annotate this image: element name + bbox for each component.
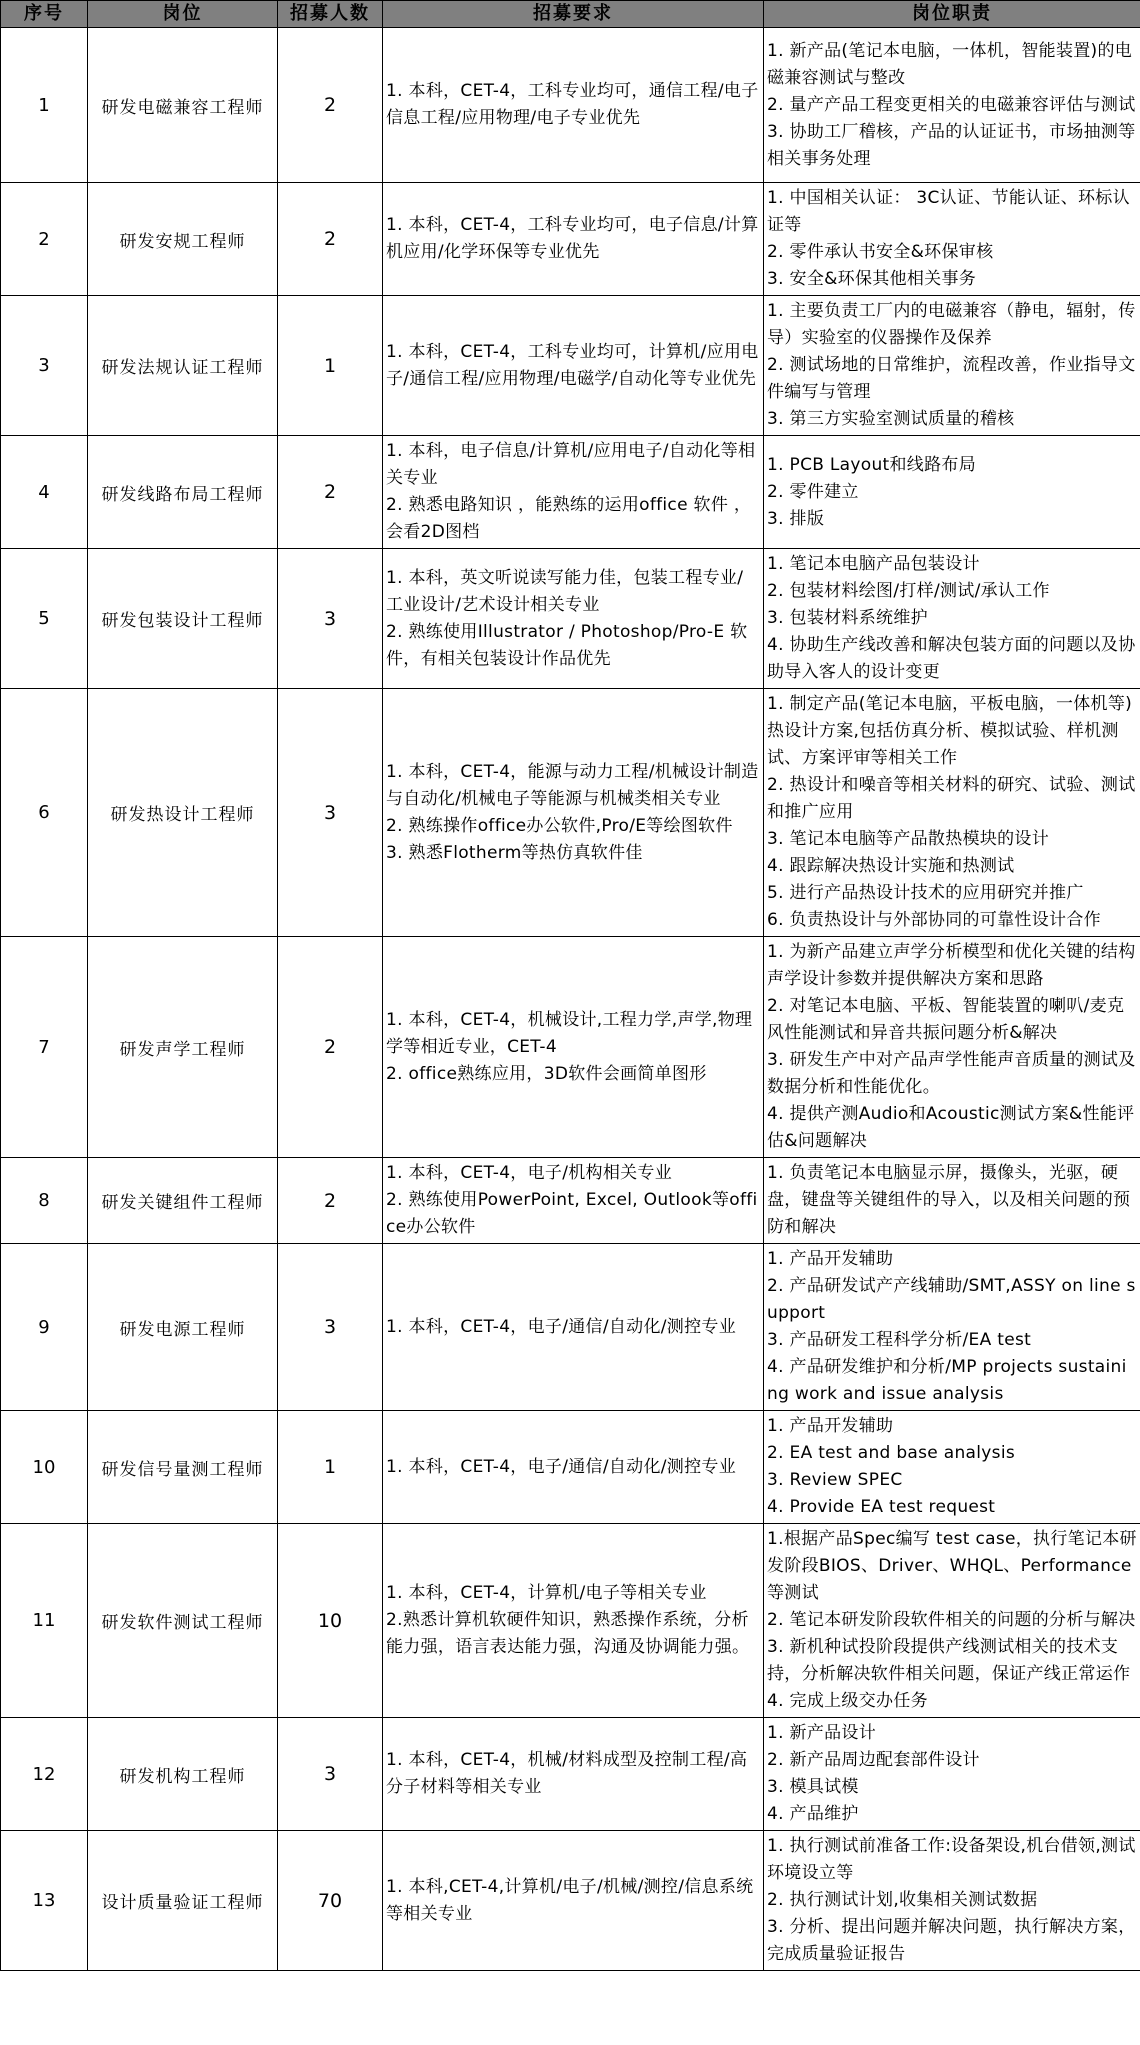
duties-cell: [764, 436, 1140, 549]
duty-item: 2. 量产产品工程变更相关的电磁兼容评估与测试: [767, 94, 1136, 115]
position-title: 研发包装设计工程师: [88, 549, 278, 689]
position-title: 研发电磁兼容工程师: [88, 28, 278, 183]
requirement-item: 1. 本科,CET-4,计算机/电子/机械/测控/信息系统等相关专业: [386, 1876, 754, 1924]
position-title: 研发线路布局工程师: [88, 436, 278, 549]
row-number: 6: [1, 689, 88, 937]
requirements-cell: [383, 549, 764, 689]
duty-item: 3. 协助工厂稽核，产品的认证证书，市场抽测等相关事务处理: [767, 121, 1136, 169]
row-number: 7: [1, 937, 88, 1158]
row-number: 2: [1, 183, 88, 296]
position-title: 研发关键组件工程师: [88, 1158, 278, 1244]
table-row: [1, 1718, 1140, 1831]
header-requirements: 招募要求: [383, 1, 764, 28]
duties-cell: [764, 1524, 1140, 1718]
requirements-cell: [383, 1718, 764, 1831]
table-row: [1, 937, 1140, 1158]
headcount: 2: [278, 28, 383, 183]
duty-item: 3. 笔记本电脑等产品散热模块的设计: [767, 829, 1050, 849]
duty-item: 3. 研发生产中对产品声学性能声音质量的测试及数据分析和性能优化。: [767, 1050, 1136, 1097]
requirement-item: 1. 本科，电子信息/计算机/应用电子/自动化等相关专业: [386, 441, 756, 488]
requirement-item: 1. 本科，CET-4，电子/通信/自动化/测控专业: [386, 1316, 736, 1337]
requirement-item: 1. 本科，CET-4，电子/机构相关专业: [386, 1163, 673, 1183]
duty-item: 2. 新产品周边配套部件设计: [767, 1750, 980, 1770]
duty-item: 2. 测试场地的日常维护，流程改善，作业指导文件编写与管理: [767, 355, 1136, 402]
requirement-item: 2. office熟练应用，3D软件会画简单图形: [386, 1063, 707, 1084]
duty-item: 4. 产品维护: [767, 1804, 859, 1824]
headcount: 1: [278, 1411, 383, 1524]
headcount: 3: [278, 689, 383, 937]
duty-item: 1. 中国相关认证： 3C认证、节能认证、环标认证等: [767, 188, 1130, 235]
row-number: 1: [1, 28, 88, 183]
row-number: 13: [1, 1831, 88, 1971]
duties-cell: [764, 183, 1140, 296]
duties-cell: [764, 1718, 1140, 1831]
position-title: 研发电源工程师: [88, 1244, 278, 1411]
requirements-cell: [383, 28, 764, 183]
requirement-item: 1. 本科，CET-4，计算机/电子等相关专业: [386, 1583, 707, 1603]
duty-item: 6. 负责热设计与外部协同的可靠性设计合作: [767, 910, 1101, 930]
requirements-cell: [383, 1524, 764, 1718]
row-number: 12: [1, 1718, 88, 1831]
requirement-item: 2. 熟悉电路知识 ，能熟练的运用office 软件 ，会看2D图档: [386, 495, 752, 542]
position-title: 研发热设计工程师: [88, 689, 278, 937]
duty-item: 2. 零件建立: [767, 481, 859, 502]
duty-item: 4. 跟踪解决热设计实施和热测试: [767, 856, 1015, 876]
requirements-cell: [383, 436, 764, 549]
table-row: [1, 1411, 1140, 1524]
row-number: 5: [1, 549, 88, 689]
duties-cell: [764, 1831, 1140, 1971]
position-title: 研发信号量测工程师: [88, 1411, 278, 1524]
headcount: 2: [278, 1158, 383, 1244]
duty-item: 4. Provide EA test request: [767, 1497, 996, 1517]
table-row: [1, 436, 1140, 549]
duties-cell: [764, 1411, 1140, 1524]
requirement-item: 1. 本科，CET-4，电子/通信/自动化/测控专业: [386, 1456, 736, 1477]
row-number: 8: [1, 1158, 88, 1244]
header-row: [1, 1, 1140, 28]
duty-item: 2. 执行测试计划,收集相关测试数据: [767, 1890, 1038, 1910]
requirement-item: 2. 熟练操作office办公软件,Pro/E等绘图软件: [386, 815, 733, 836]
duty-item: 3. 新机种试投阶段提供产线测试相关的技术支持，分析解决软件相关问题，保证产线正常运作: [767, 1637, 1131, 1684]
header-title: 岗位: [88, 1, 278, 28]
duty-item: 1. 负责笔记本电脑显示屏，摄像头，光驱，硬盘，键盘等关键组件的导入，以及相关问题的预防和解决: [767, 1163, 1131, 1237]
duty-item: 1. 为新产品建立声学分析模型和优化关键的结构声学设计参数并提供解决方案和思路: [767, 942, 1136, 989]
headcount: 2: [278, 937, 383, 1158]
headcount: 2: [278, 436, 383, 549]
duty-item: 5. 进行产品热设计技术的应用研究并推广: [767, 883, 1084, 903]
duties-cell: [764, 1158, 1140, 1244]
duty-item: 4. 提供产测Audio和Acoustic测试方案&性能评估&问题解决: [767, 1104, 1135, 1151]
duties-cell: [764, 1244, 1140, 1411]
duty-item: 1. 新产品(笔记本电脑，一体机，智能装置)的电磁兼容测试与整改: [767, 40, 1133, 88]
row-number: 4: [1, 436, 88, 549]
duty-item: 2. 笔记本研发阶段软件相关的问题的分析与解决: [767, 1610, 1136, 1630]
position-title: 研发软件测试工程师: [88, 1524, 278, 1718]
position-title: 研发安规工程师: [88, 183, 278, 296]
requirements-cell: [383, 1411, 764, 1524]
headcount: 1: [278, 296, 383, 436]
table-row: [1, 1244, 1140, 1411]
duty-item: 1. 产品开发辅助: [767, 1416, 894, 1436]
requirement-item: 1. 本科，CET-4，机械/材料成型及控制工程/高分子材料等相关专业: [386, 1750, 748, 1797]
requirement-item: 2.熟悉计算机软硬件知识，熟悉操作系统，分析能力强，语言表达能力强，沟通及协调能力强。: [386, 1610, 750, 1657]
table-row: [1, 549, 1140, 689]
headcount: 3: [278, 549, 383, 689]
headcount: 3: [278, 1244, 383, 1411]
requirements-cell: [383, 183, 764, 296]
duty-item: 1. 执行测试前准备工作:设备架设,机台借领,测试环境设立等: [767, 1836, 1136, 1883]
duty-item: 2. 产品研发试产产线辅助/SMT,ASSY on line support: [767, 1276, 1136, 1323]
requirement-item: 1. 本科，CET-4，机械设计,工程力学,声学,物理学等相近专业，CET-4: [386, 1009, 753, 1057]
duty-item: 2. EA test and base analysis: [767, 1443, 1015, 1463]
position-title: 研发机构工程师: [88, 1718, 278, 1831]
headcount: 3: [278, 1718, 383, 1831]
table-body: [1, 28, 1140, 1971]
row-number: 10: [1, 1411, 88, 1524]
requirements-cell: [383, 1831, 764, 1971]
table-row: [1, 28, 1140, 183]
duty-item: 2. 对笔记本电脑、平板、智能装置的喇叭/麦克风性能测试和异音共振问题分析&解决: [767, 996, 1125, 1043]
requirements-cell: [383, 689, 764, 937]
table-row: [1, 183, 1140, 296]
duty-item: 1. PCB Layout和线路布局: [767, 454, 977, 475]
duty-item: 4. 产品研发维护和分析/MP projects sustaining work and issue analysis: [767, 1357, 1127, 1404]
row-number: 9: [1, 1244, 88, 1411]
duty-item: 4. 协助生产线改善和解决包装方面的问题以及协助导入客人的设计变更: [767, 635, 1136, 682]
requirement-item: 1. 本科，CET-4，工科专业均可，电子信息/计算机应用/化学环保等专业优先: [386, 215, 759, 262]
requirement-item: 2. 熟练使用Illustrator / Photoshop/Pro-E 软件，有相关包装设计作品优先: [386, 621, 748, 669]
requirement-item: 1. 本科，CET-4，工科专业均可，计算机/应用电子/通信工程/应用物理/电磁学/自动化等专业优先: [386, 341, 759, 389]
requirement-item: 3. 熟悉Flotherm等热仿真软件佳: [386, 842, 643, 863]
duty-item: 3. Review SPEC: [767, 1470, 903, 1490]
header-duties: 岗位职责: [764, 1, 1140, 28]
duty-item: 3. 包装材料系统维护: [767, 608, 928, 628]
table-row: [1, 1524, 1140, 1718]
duties-cell: [764, 296, 1140, 436]
duty-item: 1. 制定产品(笔记本电脑，平板电脑，一体机等)热设计方案,包括仿真分析、模拟试验、样机测试、方案评审等相关工作: [767, 694, 1133, 768]
table-row: [1, 689, 1140, 937]
duty-item: 2. 热设计和噪音等相关材料的研究、试验、测试和推广应用: [767, 775, 1136, 822]
row-number: 3: [1, 296, 88, 436]
position-title: 研发法规认证工程师: [88, 296, 278, 436]
table-row: [1, 1831, 1140, 1971]
duty-item: 3. 安全&环保其他相关事务: [767, 269, 977, 289]
duty-item: 3. 第三方实验室测试质量的稽核: [767, 409, 1015, 429]
requirements-cell: [383, 937, 764, 1158]
duty-item: 3. 模具试模: [767, 1777, 859, 1797]
header-count: 招募人数: [278, 1, 383, 28]
duty-item: 1. 主要负责工厂内的电磁兼容（静电，辐射，传导）实验室的仪器操作及保养: [767, 301, 1136, 348]
duty-item: 2. 包装材料绘图/打样/测试/承认工作: [767, 581, 1050, 601]
position-title: 研发声学工程师: [88, 937, 278, 1158]
requirements-cell: [383, 1158, 764, 1244]
headcount: 10: [278, 1524, 383, 1718]
requirements-cell: [383, 296, 764, 436]
duties-cell: [764, 937, 1140, 1158]
duty-item: 1.根据产品Spec编写 test case，执行笔记本研发阶段BIOS、Driver、WHQL、Performance等测试: [767, 1529, 1137, 1603]
requirement-item: 1. 本科，CET-4，工科专业均可，通信工程/电子信息工程/应用物理/电子专业优先: [386, 81, 759, 128]
table-row: [1, 1158, 1140, 1244]
requirement-item: 1. 本科，CET-4，能源与动力工程/机械设计制造与自动化/机械电子等能源与机械类相关专业: [386, 761, 759, 809]
duty-item: 1. 笔记本电脑产品包装设计: [767, 554, 980, 574]
requirements-cell: [383, 1244, 764, 1411]
duty-item: 3. 产品研发工程科学分析/EA test: [767, 1330, 1032, 1350]
requirement-item: 1. 本科，英文听说读写能力佳，包装工程专业/工业设计/艺术设计相关专业: [386, 567, 744, 615]
headcount: 2: [278, 183, 383, 296]
headcount: 70: [278, 1831, 383, 1971]
table-row: [1, 296, 1140, 436]
duty-item: 3. 分析、提出问题并解决问题，执行解决方案，完成质量验证报告: [767, 1917, 1136, 1964]
duties-cell: [764, 549, 1140, 689]
duty-item: 1. 产品开发辅助: [767, 1249, 894, 1269]
position-title: 设计质量验证工程师: [88, 1831, 278, 1971]
duty-item: 3. 排版: [767, 508, 825, 529]
header-no: 序号: [1, 1, 88, 28]
duty-item: 4. 完成上级交办任务: [767, 1691, 928, 1711]
duty-item: 2. 零件承认书安全&环保审核: [767, 242, 994, 262]
duties-cell: [764, 28, 1140, 183]
duties-cell: [764, 689, 1140, 937]
requirement-item: 2. 熟练使用PowerPoint, Excel, Outlook等office办公软件: [386, 1190, 758, 1237]
row-number: 11: [1, 1524, 88, 1718]
duty-item: 1. 新产品设计: [767, 1723, 877, 1743]
